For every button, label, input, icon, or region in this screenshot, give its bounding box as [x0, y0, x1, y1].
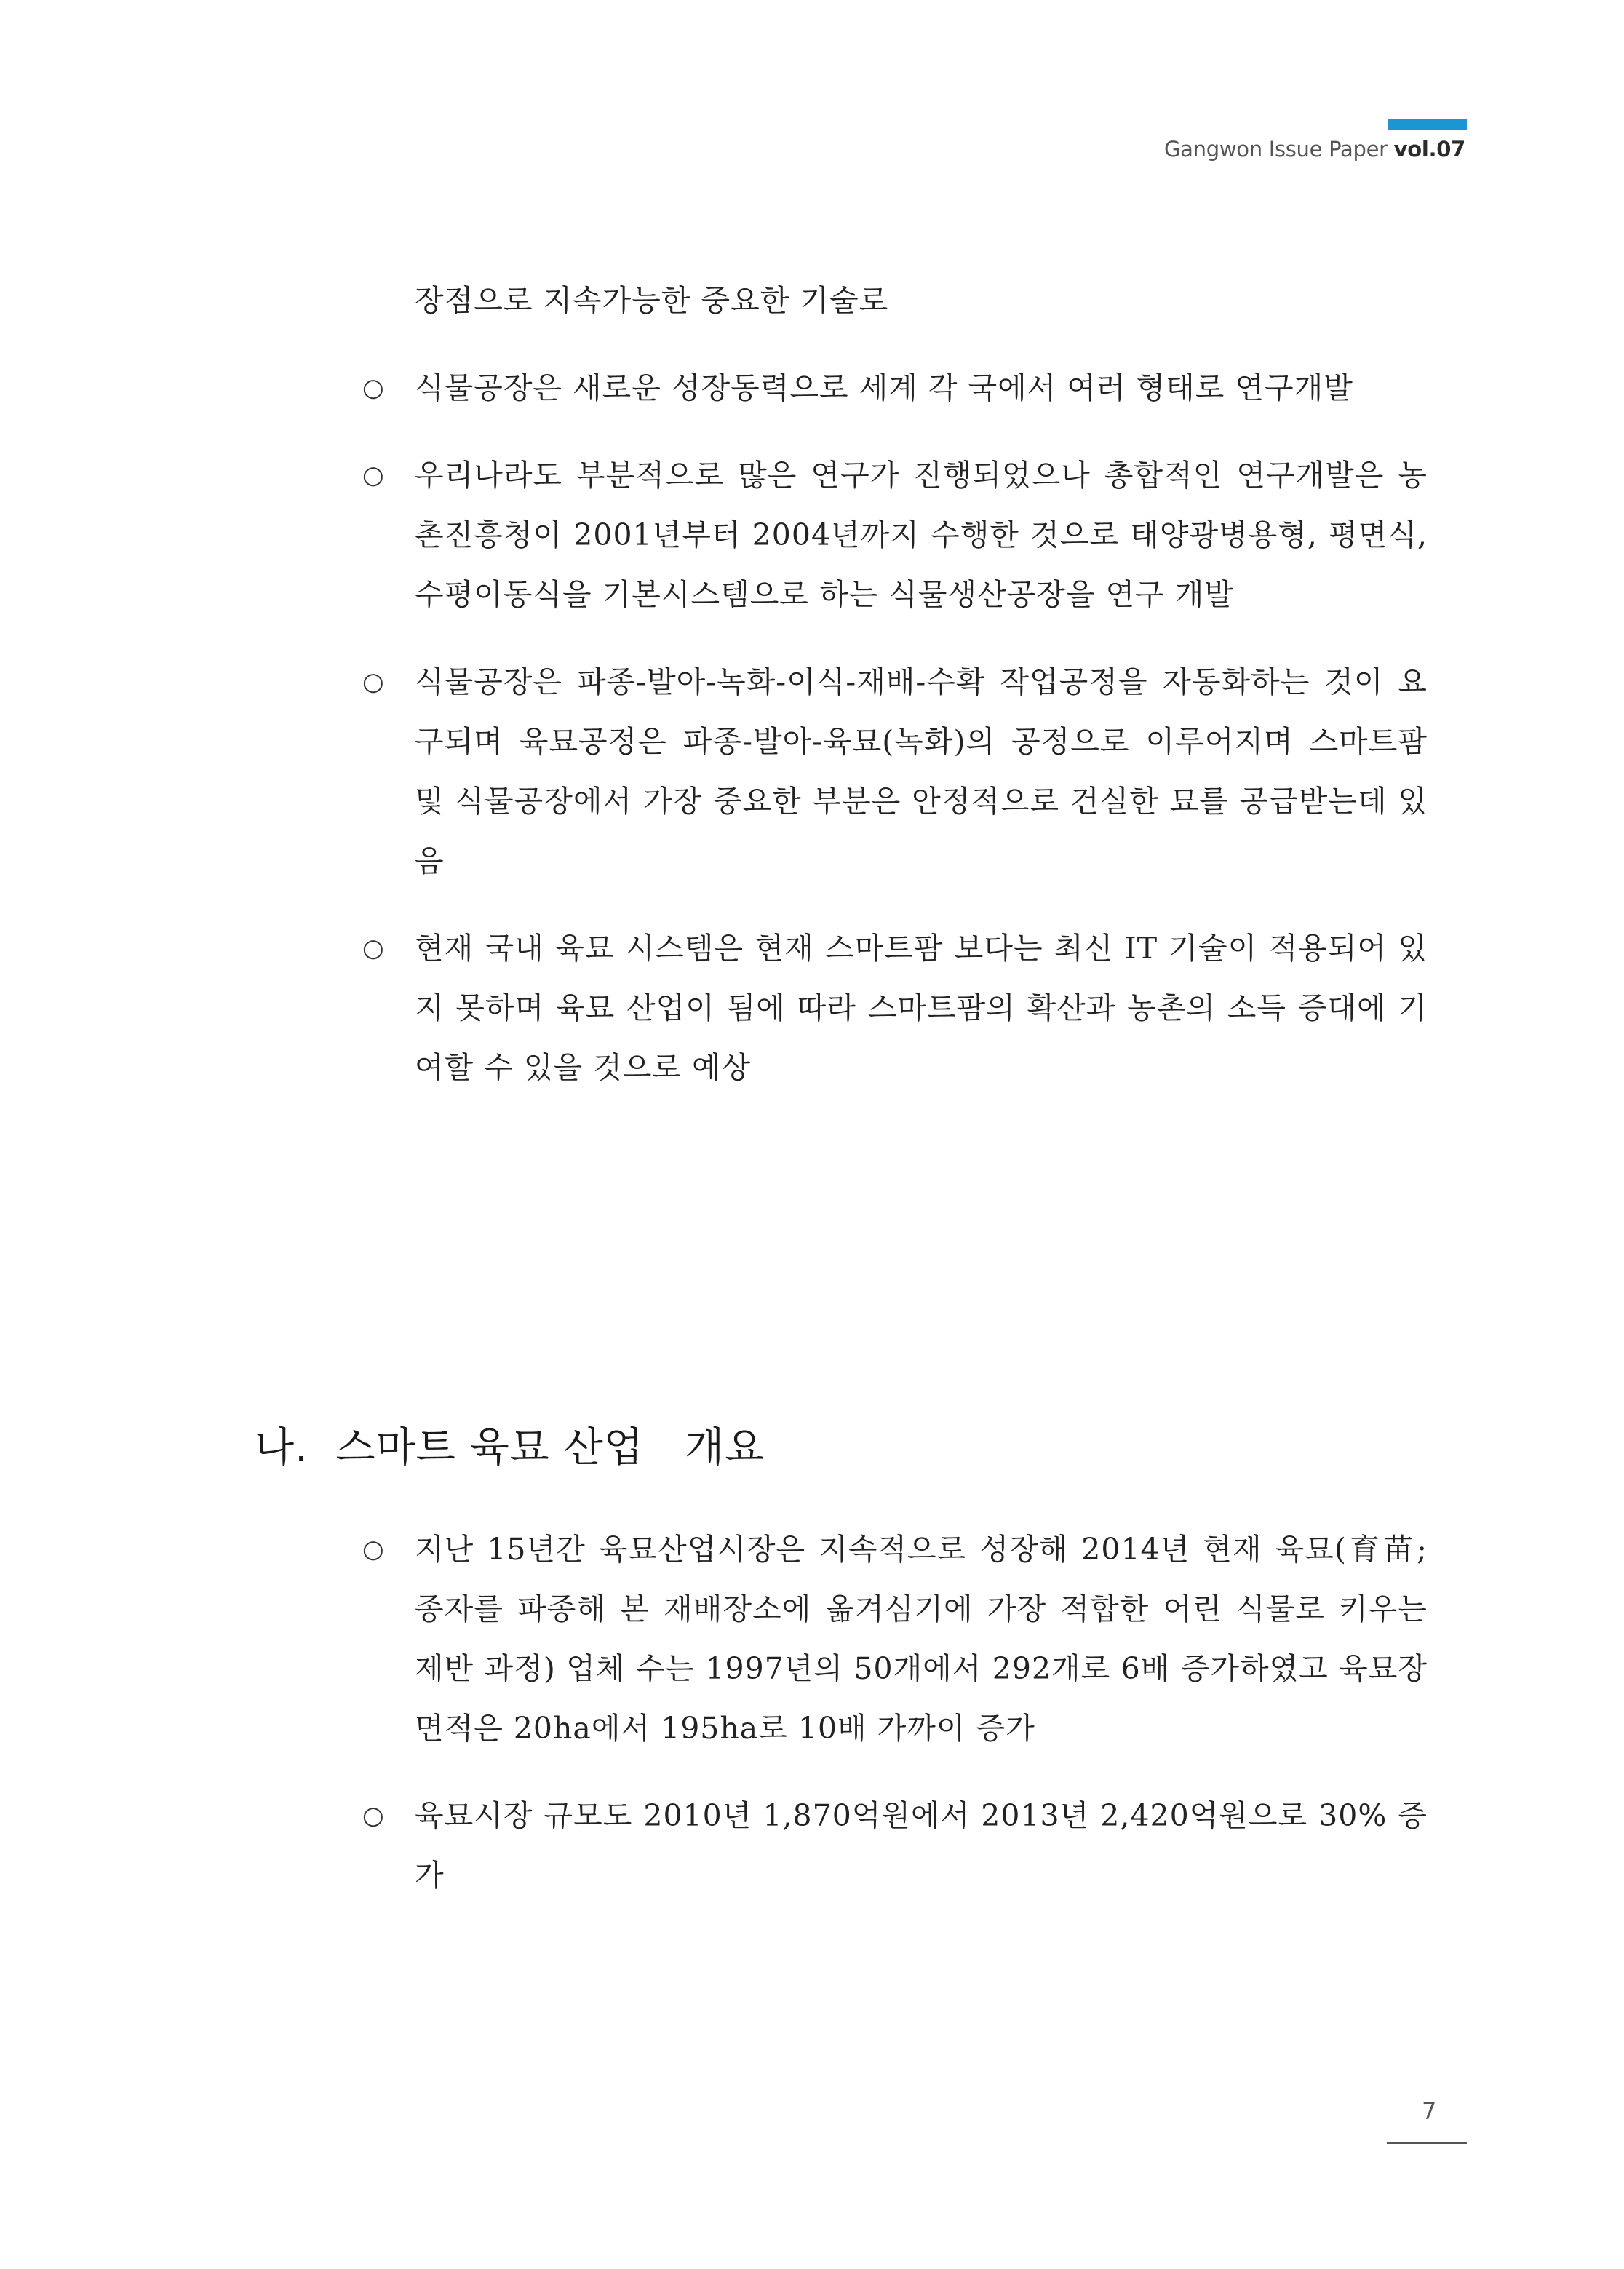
list-item-text: 식물공장은 새로운 성장동력으로 세계 각 국에서 여러 형태로 연구개발	[415, 370, 1353, 405]
list-item	[358, 1519, 1428, 1758]
running-header	[1164, 137, 1465, 162]
list-item-text: 식물공장은 파종-발아-녹화-이식-재배-수확 작업공정을 자동화하는 것이 요구되며 육묘공정은 파종-발아-육묘(녹화)의 공정으로 이루어지며 스마트팜 및 식물공장에서 가장 중요한 부분은 안정적으로 건실한 묘를 공급받는데 있음	[415, 664, 1428, 878]
list-item	[358, 358, 1428, 418]
list-item	[358, 445, 1428, 624]
list-item	[358, 918, 1428, 1097]
list-item-text: 육묘시장 규모도 2010년 1,870억원에서 2013년 2,420억원으로 30% 증가	[415, 1798, 1428, 1893]
header-volume: vol.07	[1393, 137, 1465, 162]
bullet-circle-icon: ○	[362, 667, 385, 696]
list-item-text: 현재 국내 육묘 시스템은 현재 스마트팜 보다는 최신 IT 기술이 적용되어 있지 못하며 육묘 산업이 됨에 따라 스마트팜의 확산과 농촌의 소득 증대에 기여할 수 있을 것으로 예상	[415, 931, 1428, 1085]
list-item	[358, 1786, 1428, 1905]
bullet-circle-icon: ○	[362, 1535, 385, 1564]
bullet-circle-icon: ○	[362, 1801, 385, 1830]
list-item-text: 지난 15년간 육묘산업시장은 지속적으로 성장해 2014년 현재 육묘(育苗; 종자를 파종해 본 재배장소에 옮겨심기에 가장 적합한 어린 식물로 키우는 제반 과정) 업체 수는 1997년의 50개에서 292개로 6배 증가하였고 육묘장 면적은 20ha에서 195ha로 10배 가까이 증가	[415, 1532, 1428, 1746]
continued-text: 장점으로 지속가능한 중요한 기술로	[415, 283, 889, 318]
section-2-body	[358, 1519, 1428, 1905]
bullet-circle-icon: ○	[362, 934, 385, 963]
bullet-circle-icon: ○	[362, 373, 385, 402]
section-heading: 나. 스마트 육묘 산업 개요	[255, 1424, 765, 1471]
footer-rule	[1387, 2142, 1467, 2144]
page-number: 7	[1422, 2097, 1437, 2125]
list-item-text: 우리나라도 부분적으로 많은 연구가 진행되었으나 총합적인 연구개발은 농촌진흥청이 2001년부터 2004년까지 수행한 것으로 태양광병용형, 평면식, 수평이동식을 기본시스템으로 하는 식물생산공장을 연구 개발	[415, 458, 1428, 612]
list-item	[358, 652, 1428, 891]
section-1-body	[358, 271, 1428, 1097]
header-accent-bar	[1388, 119, 1467, 130]
header-series: Gangwon Issue Paper	[1164, 137, 1394, 162]
bullet-circle-icon: ○	[362, 461, 385, 490]
